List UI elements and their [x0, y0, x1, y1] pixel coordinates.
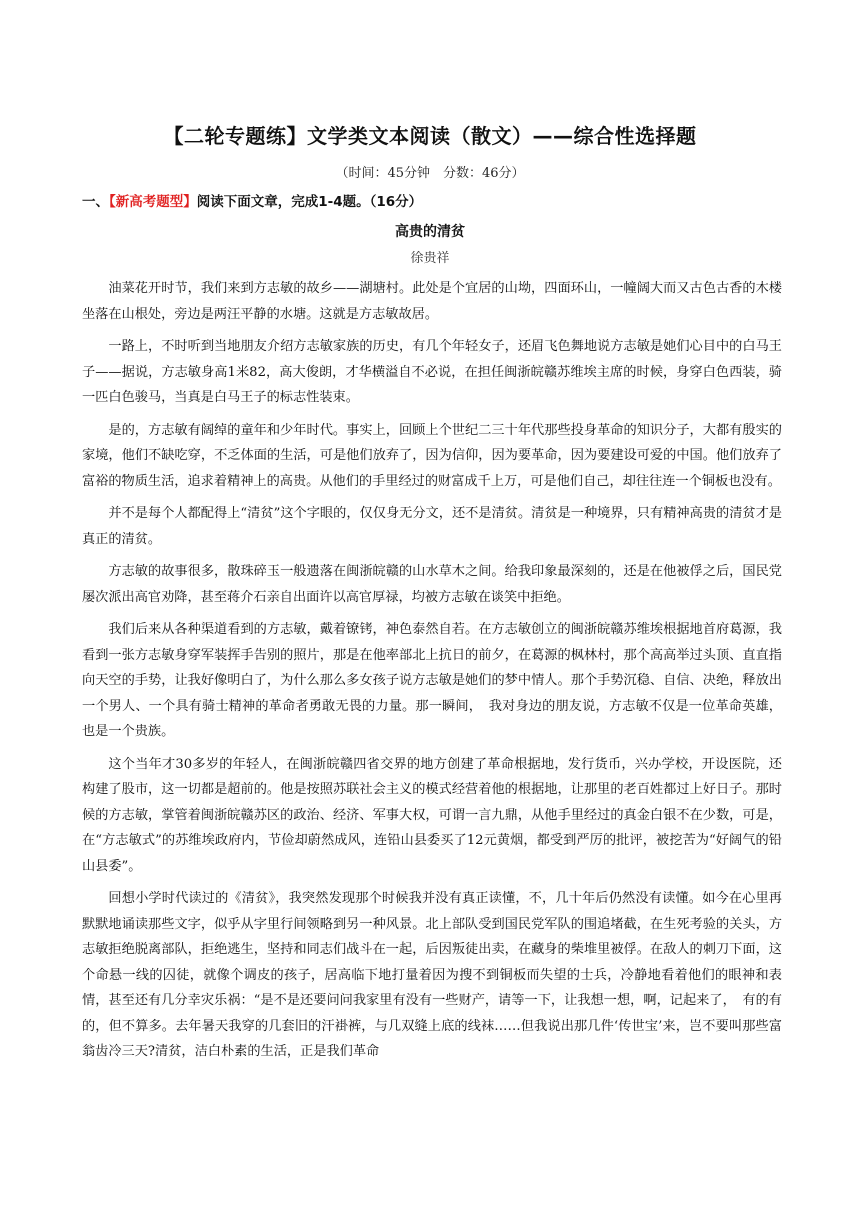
section-heading: [82, 190, 782, 210]
article-title: 高贵的清贫: [395, 224, 465, 240]
paragraph: 方志敏的故事很多，散珠碎玉一般遗落在闽浙皖赣的山水草木之间。给我印象最深刻的，还是在他被俘之后，国民党屡次派出高官劝降，甚至蒋介石亲自出面许以高官厚禄，均被方志敏在谈笑中拒绝。: [82, 564, 782, 605]
paragraph: 我们后来从各种渠道看到的方志敏，戴着镣铐，神色泰然自若。在方志敏创立的闽浙皖赣苏维埃根据地首府葛源，我看到一张方志敏身穿军装挥手告别的照片，那是在他率部北上抗日的前夕，在葛源的枫林村，那个高高举过头顶、直直指向天空的手势，让我好像明白了，为什么那么多女孩子说方志敏是她们的梦中情人。那个手势沉稳、自信、决绝，释放出一个男人、一个具有骑士精神的革命者勇敢无畏的力量。那一瞬间， 我对身边的朋友说，方志敏不仅是一位革命英雄，也是一个贵族。: [82, 622, 782, 739]
paragraph: 一路上，不时听到当地朋友介绍方志敏家族的历史，有几个年轻女子，还眉飞色舞地说方志敏是她们心目中的白马王子——据说，方志敏身高1米82，高大俊朗，才华横溢自不必说，在担任闽浙皖赣苏维埃主席的时候，身穿白色西装，骑一匹白色骏马，当真是白马王子的标志性装束。: [82, 339, 782, 405]
section-number: 一、: [82, 194, 109, 210]
page-title: 【二轮专题练】文学类文本阅读（散文）——综合性选择题: [163, 124, 697, 148]
article-body: [82, 276, 782, 1072]
paragraph: 并不是每个人都配得上“清贫”这个字眼的，仅仅身无分文，还不是清贫。清贫是一种境界，只有精神高贵的清贫才是真正的清贫。: [82, 506, 782, 547]
article-author: 徐贵祥: [410, 251, 450, 266]
paragraph: 这个当年才30多岁的年轻人，在闽浙皖赣四省交界的地方创建了革命根据地，发行货币，兴办学校，开设医院，还构建了股市，这一切都是超前的。他是按照苏联社会主义的模式经营着他的根据地，让那里的老百姓都过上好日子。那时候的方志敏，掌管着闽浙皖赣苏区的政治、经济、军事大权，可谓一言九鼎，从他手里经过的真金白银不在少数，可是，在“方志敏式”的苏维埃政府内，节俭却蔚然成风，连铅山县委买了12元黄烟，都受到严厉的批评，被挖苦为“好阔气的铅山县委”。: [82, 756, 782, 874]
question-type-tag: 【新高考题型】: [109, 194, 197, 210]
paragraph: 回想小学时代读过的《清贫》，我突然发现那个时候我并没有真正读懂，不，几十年后仍然没有读懂。如今在心里再默默地诵读那些文字，似乎从字里行间领略到另一种风景。北上部队受到国民党军队的围追堵截，在生死考验的关头，方志敏拒绝脱离部队，拒绝逃生，坚持和同志们战斗在一起，后因叛徒出卖，在藏身的柴堆里被俘。在敌人的刺刀下面，这个命悬一线的囚徒，就像个调皮的孩子，居高临下地打量着因为搜不到铜板而失望的士兵，冷静地看着他们的眼神和表情，甚至还有几分幸灾乐祸：“是不是还要问问我家里有没有一些财产，请等一下，让我想一想，啊，记起来了， 有的有的，但不算多。去年暑天我穿的几套旧的汗褂裤，与几双缝上底的线袜……但我说出那几件‘传世宝’来，岂不要叫那些富翁齿冷三天?清贫，洁白朴素的生活，正是我们革命: [82, 891, 782, 1059]
paragraph: 油菜花开时节，我们来到方志敏的故乡——湖塘村。此处是个宜居的山坳，四面环山，一幢阔大而又古色古香的木楼坐落在山根处，旁边是两汪平静的水塘。这就是方志敏故居。: [82, 281, 782, 322]
paragraph: 是的，方志敏有阔绰的童年和少年时代。事实上，回顾上个世纪二三十年代那些投身革命的知识分子，大都有殷实的家境，他们不缺吃穿，不乏体面的生活，可是他们放弃了，因为信仰，因为要革命，因为要建设可爱的中国。他们放弃了富裕的物质生活，追求着精神上的高贵。从他们的手里经过的财富成千上万，可是他们自己，却往往连一个铜板也没有。: [82, 422, 782, 489]
time-score-note: （时间：45分钟 分数：46分）: [335, 166, 525, 181]
section-instruction: 阅读下面文章，完成1-4题。（16分）: [196, 194, 423, 210]
